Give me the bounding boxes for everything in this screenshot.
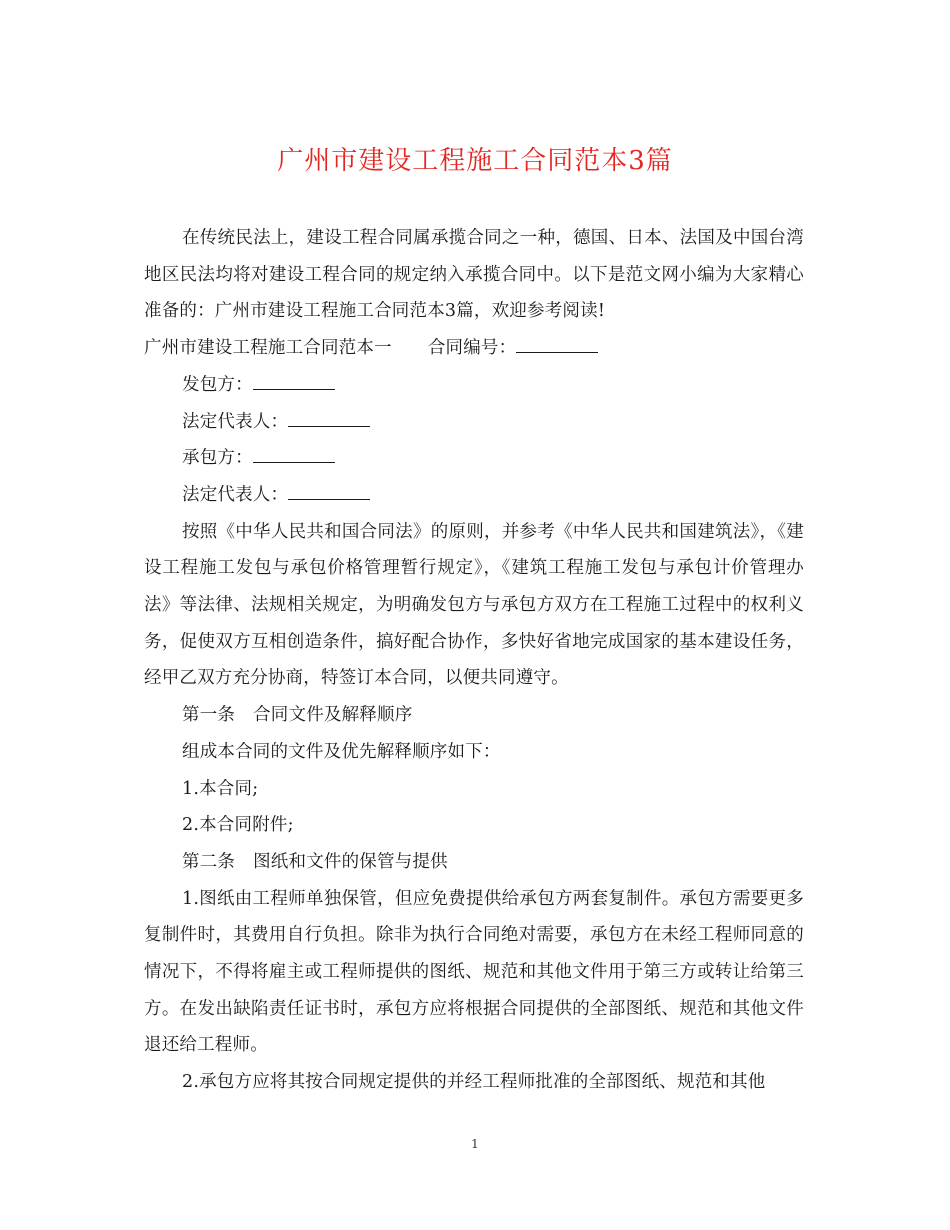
article2-title: 图纸和文件的保管与提供 (253, 851, 448, 872)
article1-title: 合同文件及解释顺序 (253, 705, 413, 726)
article2-heading (144, 844, 804, 881)
article1-item2: 2.本合同附件; (182, 815, 294, 836)
employer-rep-label: 法定代表人： (182, 411, 289, 432)
article1-lead: 组成本合同的文件及优先解释顺序如下： (182, 741, 501, 762)
employer-line (144, 367, 804, 404)
contractor-label: 承包方： (182, 448, 253, 469)
contractor-rep-label: 法定代表人： (182, 484, 289, 505)
contract-heading: 广州市建设工程施工合同范本一 (144, 338, 392, 359)
contractor-rep-line (144, 477, 804, 514)
article1-number: 第一条 (182, 705, 236, 726)
preamble-paragraph: 按照《中华人民共和国合同法》的原则，并参考《中华人民共和国建筑法》，《建设工程施工发包与承包价格管理暂行规定》，《建筑工程施工发包与承包计价管理办法》等法律、法规相关规定，为明确发包方与承包方双方在工程施工过程中的权利义务，促使双方互相创造条件，搞好配合协作，多快好省地完成国家的基本建设任务，经甲乙双方充分协商，特签订本合同，以便共同遵守。 (144, 521, 804, 689)
article2-para1: 1.图纸由工程师单独保管，但应免费提供给承包方两套复制件。承包方需要更多复制件时，其费用自行负担。除非为执行合同绝对需要，承包方在未经工程师同意的情况下，不得将雇主或工程师提供的图纸、规范和其他文件用于第三方或转让给第三方。在发出缺陷责任证书时，承包方应将根据合同提供的全部图纸、规范和其他文件退还给工程师。 (144, 888, 804, 1056)
contractor-line (144, 440, 804, 477)
contract-number-field (516, 340, 598, 353)
contractor-field (253, 450, 335, 463)
document-body (144, 220, 804, 1101)
intro-paragraph: 在传统民法上，建设工程合同属承揽合同之一种，德国、日本、法国及中国台湾地区民法均将对建设工程合同的规定纳入承揽合同中。以下是范文网小编为大家精心准备的：广州市建设工程施工合同范本3篇，欢迎参考阅读! (144, 228, 804, 322)
employer-label: 发包方： (182, 374, 253, 395)
contract-heading-line (144, 330, 804, 367)
employer-rep-field (288, 414, 370, 427)
article2-number: 第二条 (182, 851, 236, 872)
contract-number-label: 合同编号： (427, 338, 517, 359)
employer-rep-line (144, 404, 804, 441)
contractor-rep-field (288, 487, 370, 500)
document-title: 广州市建设工程施工合同范本3篇 (277, 146, 673, 176)
article2-para2: 2.承包方应将其按合同规定提供的并经工程师批准的全部图纸、规范和其他 (182, 1072, 766, 1093)
article1-item1: 1.本合同; (182, 778, 259, 799)
article1-heading (144, 697, 804, 734)
page-number: 1 (471, 1137, 479, 1151)
employer-field (253, 377, 335, 390)
